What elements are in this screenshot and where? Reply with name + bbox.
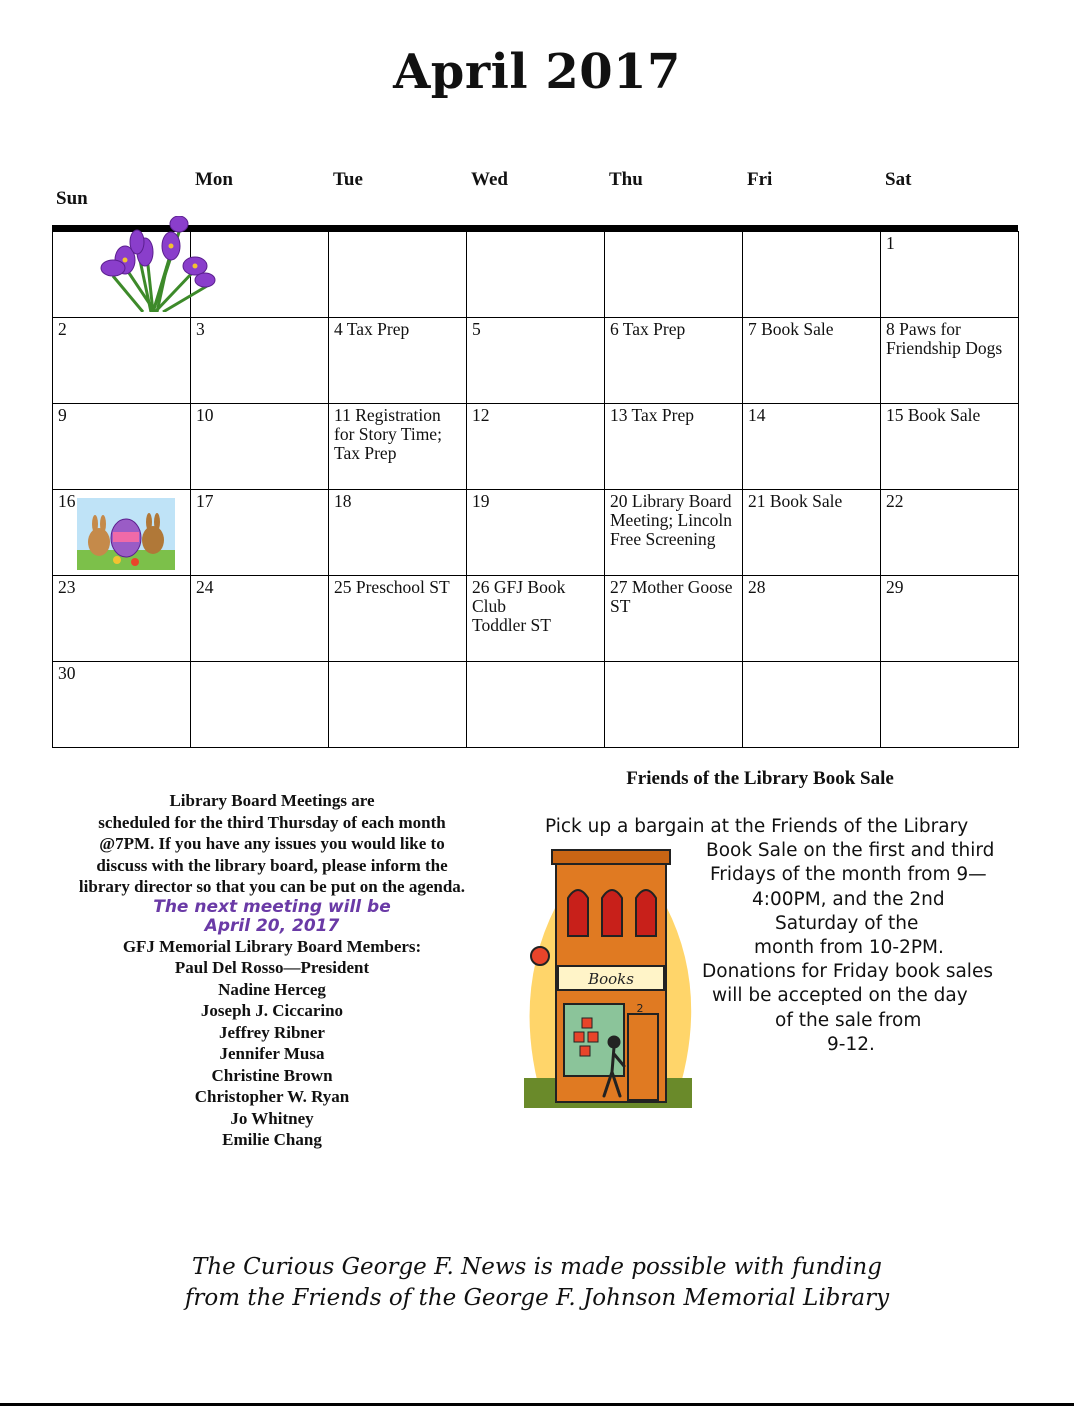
board-intro-line: discuss with the library board, please inform the xyxy=(96,855,448,875)
board-member: Nadine Herceg xyxy=(218,979,326,999)
next-meeting-line-1: The next meeting will be xyxy=(153,896,391,917)
calendar-day-text: 20 Library Board Meeting; Lincoln Free Screening xyxy=(610,491,732,549)
calendar-day-cell xyxy=(467,318,605,404)
next-meeting-date: April 20, 2017 xyxy=(204,915,340,936)
calendar-day-cell xyxy=(53,662,191,748)
calendar-day-text: 27 Mother Goose ST xyxy=(610,577,733,616)
calendar-day-cell xyxy=(329,662,467,748)
calendar-day-text: 1 xyxy=(886,233,895,253)
board-member: Jeffrey Ribner xyxy=(219,1022,325,1042)
calendar-day-cell xyxy=(605,576,743,662)
book-sale-line: Fridays of the month from 9— xyxy=(710,864,987,886)
calendar-day-cell xyxy=(191,490,329,576)
calendar-day-cell xyxy=(53,232,191,318)
calendar-day-cell xyxy=(881,576,1019,662)
calendar-day-cell xyxy=(467,404,605,490)
day-header-tue: Tue xyxy=(333,169,363,190)
board-member: Christine Brown xyxy=(211,1065,333,1085)
board-member: Emilie Chang xyxy=(222,1130,322,1149)
bookstore-icon xyxy=(516,846,698,1112)
calendar-day-cell xyxy=(329,404,467,490)
calendar-week xyxy=(53,662,1019,748)
book-sale-line: will be accepted on the day xyxy=(712,985,968,1007)
calendar-week xyxy=(53,318,1019,404)
calendar-day-text: 16 xyxy=(58,491,76,511)
book-sale-line: of the sale from xyxy=(775,1009,922,1031)
board-intro-line: Library Board Meetings are xyxy=(169,791,375,810)
book-sale-title: Friends of the Library Book Sale xyxy=(626,768,894,789)
funding-footer xyxy=(0,1252,1074,1314)
day-header-thu: Thu xyxy=(609,169,643,190)
calendar-day-text: 3 xyxy=(196,319,205,339)
calendar-day-text: 30 xyxy=(58,663,76,683)
calendar-day-cell xyxy=(191,576,329,662)
calendar-day-text: 17 xyxy=(196,491,214,511)
calendar-day-text: 8 Paws for Friendship Dogs xyxy=(886,319,1003,358)
board-intro-line: @7PM. If you have any issues you would like to xyxy=(99,834,445,853)
calendar-day-text: 6 Tax Prep xyxy=(610,319,686,339)
calendar-day-text: 19 xyxy=(472,491,490,511)
calendar-day-text: 24 xyxy=(196,577,214,597)
calendar-day-cell xyxy=(743,576,881,662)
calendar-day-cell xyxy=(53,490,191,576)
calendar-day-cell xyxy=(881,318,1019,404)
calendar-week xyxy=(53,576,1019,662)
calendar-day-text: 7 Book Sale xyxy=(748,319,834,339)
calendar-day-cell xyxy=(191,232,329,318)
calendar-day-cell xyxy=(467,662,605,748)
calendar-day-cell xyxy=(191,318,329,404)
calendar-grid xyxy=(52,231,1019,748)
calendar-day-cell xyxy=(53,576,191,662)
calendar-day-text: 12 xyxy=(472,405,490,425)
calendar-day-text: 21 Book Sale xyxy=(748,491,843,511)
board-members-list xyxy=(52,957,492,1151)
calendar-day-cell xyxy=(605,232,743,318)
store-number-text: 2 xyxy=(636,1002,644,1015)
calendar-day-text: 29 xyxy=(886,577,904,597)
calendar-week xyxy=(53,232,1019,318)
calendar-day-cell xyxy=(881,232,1019,318)
calendar-day-cell xyxy=(743,404,881,490)
board-intro-line: scheduled for the third Thursday of each month xyxy=(98,812,446,832)
calendar-day-text: 14 xyxy=(748,405,766,425)
calendar-day-cell xyxy=(881,662,1019,748)
board-member: Joseph J. Ciccarino xyxy=(200,1001,344,1020)
book-sale-line: Saturday of the xyxy=(775,912,919,934)
easter-bunnies-icon xyxy=(77,498,175,570)
calendar-day-cell xyxy=(881,490,1019,576)
calendar-day-cell xyxy=(53,404,191,490)
board-member: Paul Del Rosso—President xyxy=(174,958,370,977)
book-sale-line: Pick up a bargain at the Friends of the Library xyxy=(545,816,969,837)
book-sale-line: Donations for Friday book sales xyxy=(702,961,993,983)
day-header-sat: Sat xyxy=(885,169,912,190)
calendar-day-cell xyxy=(743,232,881,318)
calendar-day-cell xyxy=(329,576,467,662)
calendar-day-text: 18 xyxy=(334,491,352,511)
calendar-day-text: 2 xyxy=(58,319,67,339)
calendar-day-cell xyxy=(329,232,467,318)
calendar-week xyxy=(53,404,1019,490)
calendar-day-text: 22 xyxy=(886,491,904,511)
funding-line-2: from the Friends of the George F. Johnson Memorial Library xyxy=(184,1285,890,1311)
calendar-day-text: 11 Registration for Story Time; Tax Prep xyxy=(334,405,442,463)
day-header-mon: Mon xyxy=(195,169,233,190)
calendar-day-text: 9 xyxy=(58,405,67,425)
calendar-day-cell xyxy=(329,490,467,576)
page-title: April 2017 xyxy=(393,44,681,100)
store-sign-text: Books xyxy=(588,970,634,988)
day-header-wed: Wed xyxy=(471,169,508,190)
calendar-day-cell xyxy=(191,404,329,490)
calendar-week xyxy=(53,490,1019,576)
calendar-day-cell xyxy=(743,318,881,404)
board-intro xyxy=(52,790,492,898)
book-sale-line: 9-12. xyxy=(827,1033,875,1055)
calendar-day-cell xyxy=(605,662,743,748)
calendar-day-cell xyxy=(467,490,605,576)
calendar-day-text: 4 Tax Prep xyxy=(334,319,410,339)
board-member: Jo Whitney xyxy=(230,1108,314,1128)
calendar-day-cell xyxy=(605,404,743,490)
board-notice xyxy=(52,790,492,1151)
bottom-rule xyxy=(0,1403,1074,1406)
board-intro-line: library director so that you can be put on the agenda. xyxy=(78,877,466,896)
day-header-sun: Sun xyxy=(56,188,88,209)
calendar-day-text: 28 xyxy=(748,577,766,597)
calendar-day-text: 15 Book Sale xyxy=(886,405,981,425)
calendar-day-cell xyxy=(467,232,605,318)
book-sale-line: month from 10-2PM. xyxy=(754,937,944,958)
calendar-day-text: 25 Preschool ST xyxy=(334,577,450,597)
members-heading: GFJ Memorial Library Board Members: xyxy=(122,936,422,956)
calendar-day-cell xyxy=(605,318,743,404)
calendar-day-text: 10 xyxy=(196,405,214,425)
calendar-day-text: 13 Tax Prep xyxy=(610,405,694,425)
calendar-day-cell xyxy=(191,662,329,748)
calendar-day-cell xyxy=(605,490,743,576)
board-member: Christopher W. Ryan xyxy=(194,1087,350,1106)
calendar-day-text: 23 xyxy=(58,577,76,597)
calendar-day-cell xyxy=(329,318,467,404)
calendar-day-cell xyxy=(743,490,881,576)
calendar-day-cell xyxy=(53,318,191,404)
calendar-day-text: 26 GFJ Book Club Toddler ST xyxy=(472,577,566,635)
book-sale-line: 4:00PM, and the 2nd xyxy=(752,888,945,910)
calendar-day-text: 5 xyxy=(472,319,481,339)
funding-line-1: The Curious George F. News is made possible with funding xyxy=(192,1254,882,1280)
day-header-fri: Fri xyxy=(747,169,773,190)
calendar-day-cell xyxy=(881,404,1019,490)
calendar-day-cell xyxy=(743,662,881,748)
book-sale-line: Book Sale on the first and third xyxy=(706,840,995,862)
board-member: Jennifer Musa xyxy=(219,1044,325,1063)
calendar-day-cell xyxy=(467,576,605,662)
